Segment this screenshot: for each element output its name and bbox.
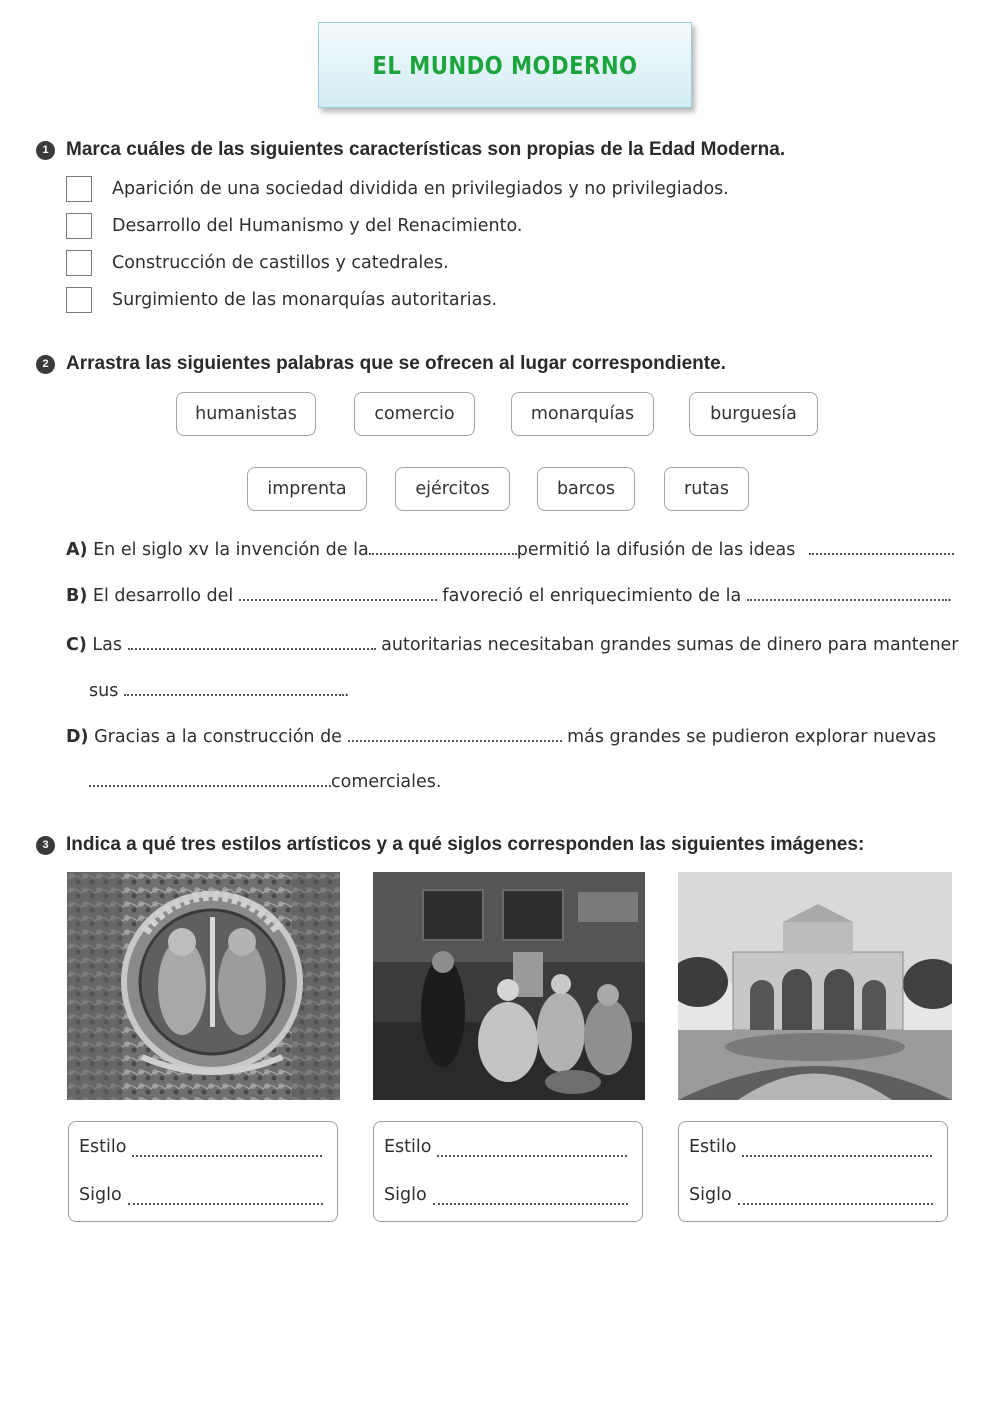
siglo-row (79, 1185, 323, 1205)
estilo-label: Estilo (384, 1137, 432, 1157)
question-3-heading (36, 834, 864, 856)
option-label: Surgimiento de las monarquías autoritarias. (112, 290, 498, 310)
estilo-label: Estilo (689, 1137, 737, 1157)
option-label: Desarrollo del Humanismo y del Renacimiento. (112, 216, 523, 236)
sentence-end: . (343, 681, 350, 701)
checkbox[interactable] (66, 176, 92, 202)
question-1-heading (36, 139, 785, 161)
sentence-text: favoreció el enriquecimiento de la (442, 586, 742, 606)
answer-box-3 (678, 1121, 948, 1222)
question-1-text: Marca cuáles de las siguientes características son propias de la Edad Moderna. (66, 139, 786, 160)
siglo-row (689, 1185, 933, 1205)
estilo-row (79, 1137, 322, 1157)
sentence-label: A) (66, 540, 88, 560)
image-neoclassical-gate (678, 872, 952, 1100)
estilo-input[interactable] (132, 1145, 322, 1157)
answer-box-1 (68, 1121, 338, 1222)
sentence-c-continuation (89, 680, 349, 701)
checkbox[interactable] (66, 213, 92, 239)
option-row (66, 250, 449, 276)
sentence-label: D) (66, 727, 89, 747)
question-2-text: Arrastra las siguientes palabras que se ofrecen al lugar correspondiente. (66, 353, 726, 374)
word-chip-comercio[interactable]: comercio (354, 392, 475, 436)
estilo-input[interactable] (742, 1145, 932, 1157)
sentence-text: sus (89, 681, 119, 701)
sentence-end: . (946, 586, 953, 606)
sentence-d (66, 726, 936, 747)
estilo-input[interactable] (437, 1145, 627, 1157)
siglo-input[interactable] (433, 1193, 628, 1205)
question-3-text: Indica a qué tres estilos artísticos y a qué siglos corresponden las siguientes imágenes: (66, 834, 865, 855)
sentence-b (66, 585, 952, 606)
word-chip-rutas[interactable]: rutas (664, 467, 749, 511)
word-chip-ejercitos[interactable]: ejércitos (395, 467, 510, 511)
sentence-label: B) (66, 586, 88, 606)
word-chip-imprenta[interactable]: imprenta (247, 467, 367, 511)
siglo-row (384, 1185, 628, 1205)
siglo-input[interactable] (738, 1193, 933, 1205)
drop-zone[interactable] (369, 539, 517, 555)
question-number-badge: 1 (36, 141, 55, 160)
sentence-text: El desarrollo del (92, 586, 234, 606)
option-row (66, 213, 522, 239)
sentence-c (66, 634, 959, 655)
sentence-text: En el siglo xv la invención de la (93, 540, 369, 560)
checkbox[interactable] (66, 287, 92, 313)
image-baroque-painting (373, 872, 645, 1100)
checkbox[interactable] (66, 250, 92, 276)
sentence-text: más grandes se pudieron explorar nuevas (567, 727, 937, 747)
word-chip-humanistas[interactable]: humanistas (176, 392, 316, 436)
option-label: Construcción de castillos y catedrales. (112, 253, 449, 273)
word-chip-monarquias[interactable]: monarquías (511, 392, 654, 436)
image-plateresque-relief (67, 872, 340, 1100)
drop-zone[interactable] (809, 539, 954, 555)
estilo-row (384, 1137, 627, 1157)
question-number-badge: 3 (36, 836, 55, 855)
sentence-text: comerciales. (331, 772, 442, 792)
sentence-text: Las (92, 635, 123, 655)
option-row (66, 176, 729, 202)
siglo-label: Siglo (689, 1185, 732, 1205)
word-chip-burguesia[interactable]: burguesía (689, 392, 818, 436)
siglo-label: Siglo (384, 1185, 427, 1205)
drop-zone[interactable] (89, 771, 331, 787)
estilo-row (689, 1137, 932, 1157)
sentence-text: autoritarias necesitaban grandes sumas de dinero para mantener (381, 635, 959, 655)
drop-zone[interactable] (239, 585, 437, 601)
drop-zone[interactable] (124, 680, 344, 696)
drop-zone[interactable] (747, 585, 947, 601)
question-number-badge: 2 (36, 355, 55, 374)
answer-box-2 (373, 1121, 643, 1222)
question-2-heading (36, 353, 726, 375)
page-title: EL MUNDO MODERNO (372, 50, 638, 80)
sentence-d-continuation (89, 771, 441, 792)
sentence-text: Gracias a la construcción de (94, 727, 342, 747)
drop-zone[interactable] (128, 634, 376, 650)
sentence-a (66, 539, 954, 560)
title-banner (318, 22, 692, 108)
estilo-label: Estilo (79, 1137, 127, 1157)
drop-zone[interactable] (348, 726, 562, 742)
sentence-text: permitió la difusión de las ideas (516, 540, 796, 560)
siglo-label: Siglo (79, 1185, 122, 1205)
sentence-label: C) (66, 635, 87, 655)
siglo-input[interactable] (128, 1193, 323, 1205)
word-chip-barcos[interactable]: barcos (537, 467, 635, 511)
option-row (66, 287, 497, 313)
option-label: Aparición de una sociedad dividida en privilegiados y no privilegiados. (112, 179, 729, 199)
